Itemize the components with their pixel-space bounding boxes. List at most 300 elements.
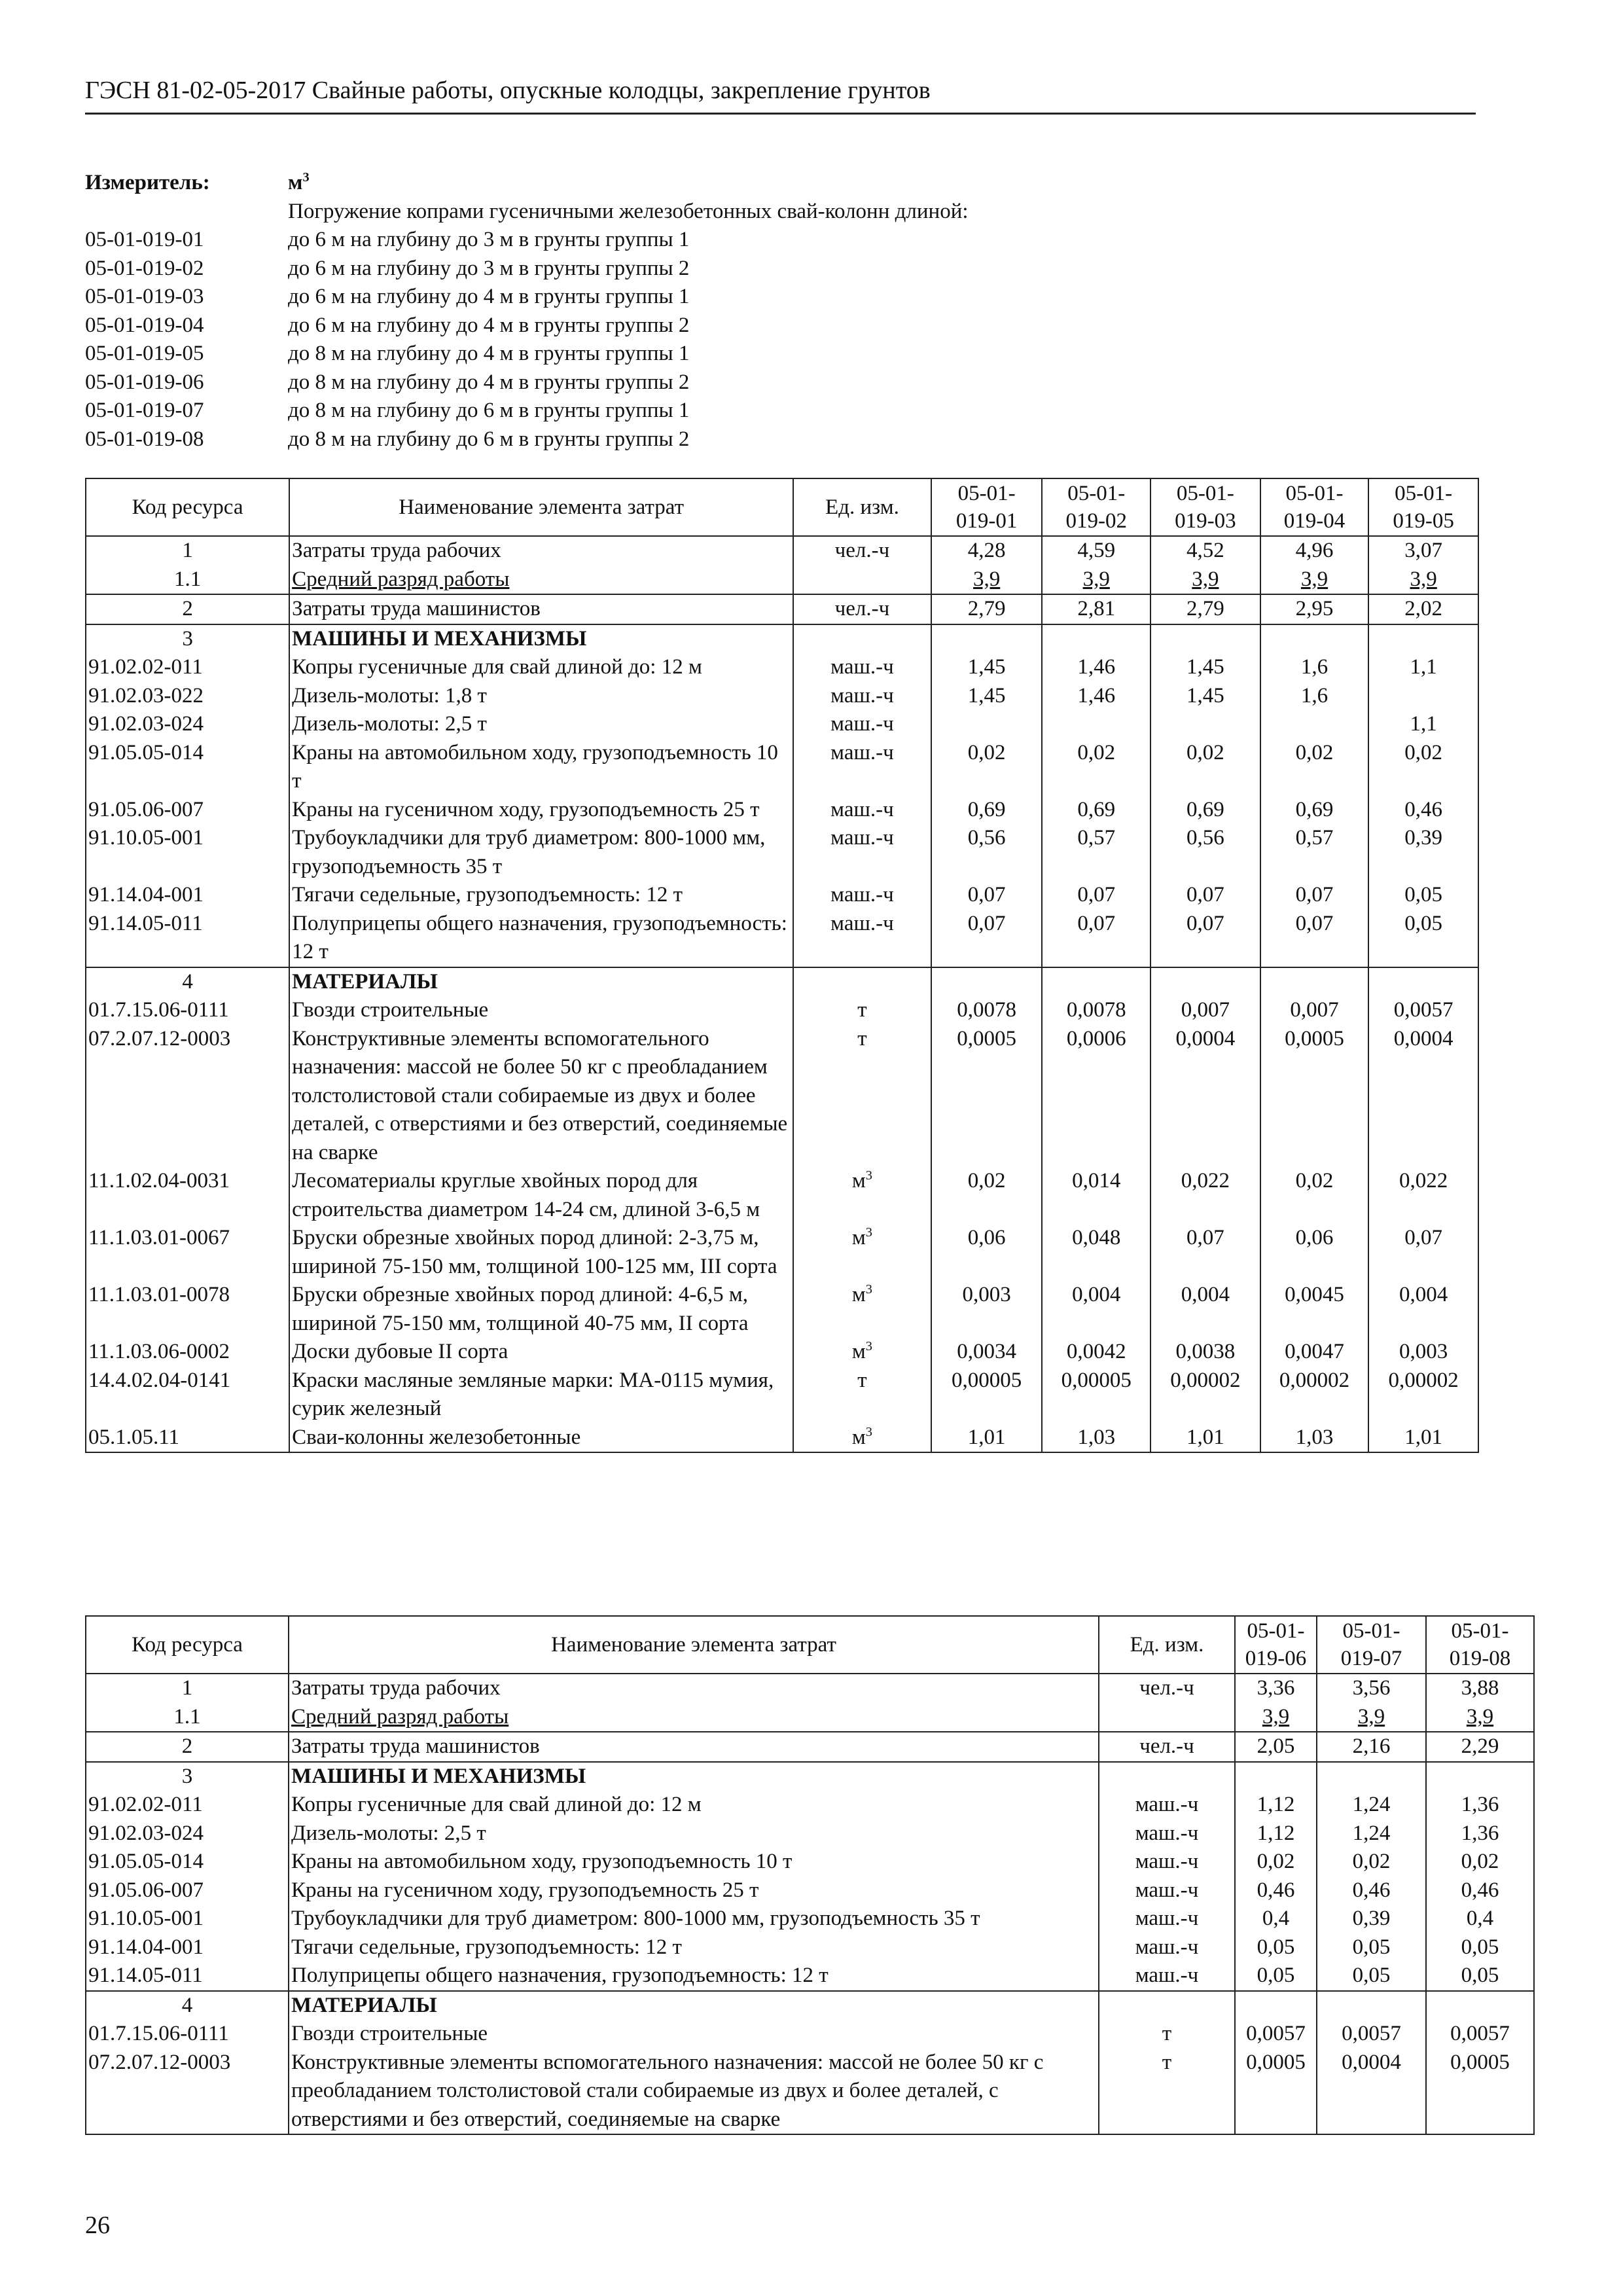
resource-value: 1,45 <box>931 653 1043 682</box>
resource-value: 0,0078 <box>931 996 1043 1025</box>
resource-value <box>1368 967 1478 997</box>
resource-value: 0,0005 <box>931 1025 1043 1168</box>
table-row <box>86 1025 1478 1168</box>
resource-value: 1,46 <box>1042 653 1150 682</box>
resource-value: 3,9 <box>1426 1703 1534 1732</box>
resource-code: 2 <box>86 1732 289 1762</box>
resource-value: 1,45 <box>1150 682 1260 711</box>
measure-item-text: до 8 м на глубину до 4 м в грунты группы 1 <box>288 342 690 365</box>
resource-code: 91.14.05-011 <box>86 910 289 967</box>
table-row <box>86 594 1478 624</box>
resource-unit <box>793 565 931 595</box>
resource-code: 05.1.05.11 <box>86 1424 289 1453</box>
resource-code: 91.10.05-001 <box>86 824 289 881</box>
resource-value: 0,46 <box>1426 1876 1534 1905</box>
resource-code: 91.05.05-014 <box>86 739 289 796</box>
table-row <box>86 710 1478 739</box>
measure-unit: $м^3$ <box>288 170 310 194</box>
resource-value: 0,07 <box>1042 910 1150 967</box>
resource-value: 0,02 <box>1042 739 1150 796</box>
table-row <box>86 1732 1534 1762</box>
resource-name: Средний разряд работы <box>289 1703 1099 1732</box>
table-row <box>86 1933 1534 1962</box>
resource-value <box>1235 1991 1317 2020</box>
resource-value: 0,0057 <box>1235 2020 1317 2049</box>
resource-unit: маш.-ч <box>1099 1820 1235 1848</box>
resource-value <box>1317 1762 1426 1791</box>
resource-value: 0,05 <box>1317 1962 1426 1991</box>
resource-unit: маш.-ч <box>793 682 931 711</box>
resource-code: 91.14.04-001 <box>86 1933 289 1962</box>
resource-value: 0,07 <box>1260 881 1369 910</box>
table-row <box>86 910 1478 967</box>
resource-value: 0,02 <box>931 739 1043 796</box>
resource-value <box>1260 710 1369 739</box>
resource-value: 0,0005 <box>1426 2049 1534 2135</box>
table-row <box>86 1703 1534 1732</box>
resource-unit: $м^3$ <box>793 1424 931 1453</box>
resource-unit: чел.-ч <box>793 594 931 624</box>
resource-value: 0,004 <box>1042 1281 1150 1338</box>
resource-value: 0,39 <box>1317 1905 1426 1933</box>
resource-unit: т <box>1099 2049 1235 2135</box>
resource-value <box>931 624 1043 654</box>
resource-value: 0,07 <box>1150 910 1260 967</box>
measure-item <box>85 425 1476 454</box>
resource-value: 0,004 <box>1150 1281 1260 1338</box>
header-col: 05-01- 019-06 <box>1235 1616 1317 1674</box>
table-row <box>86 967 1478 997</box>
resource-name: Затраты труда рабочих <box>289 536 793 565</box>
resource-code: 11.1.02.04-0031 <box>86 1167 289 1224</box>
resource-name: Краны на гусеничном ходу, грузоподъемность 25 т <box>289 796 793 825</box>
resource-value: 0,007 <box>1260 996 1369 1025</box>
resource-unit: маш.-ч <box>1099 1933 1235 1962</box>
resource-value: 1,6 <box>1260 653 1369 682</box>
resource-unit: маш.-ч <box>1099 1876 1235 1905</box>
resource-unit: маш.-ч <box>1099 1905 1235 1933</box>
resource-name: Копры гусеничные для свай длиной до: 12 м <box>289 1791 1099 1820</box>
table-header-row <box>86 1616 1534 1674</box>
resource-code: 1 <box>86 536 289 565</box>
resource-value: 1,01 <box>931 1424 1043 1453</box>
resource-code: 91.05.06-007 <box>86 1876 289 1905</box>
resource-unit: маш.-ч <box>793 710 931 739</box>
resource-name: Бруски обрезные хвойных пород длиной: 2-3,75 м, шириной 75-150 мм, толщиной 100-125 мм, III сорта <box>289 1224 793 1281</box>
resource-name: Краски масляные земляные марки: МА-0115 мумия, сурик железный <box>289 1367 793 1424</box>
table-row <box>86 1424 1478 1453</box>
resource-value: 0,0057 <box>1368 996 1478 1025</box>
resource-value: 4,52 <box>1150 536 1260 565</box>
table-row <box>86 1962 1534 1991</box>
resource-value <box>1042 710 1150 739</box>
resource-value: 0,00002 <box>1150 1367 1260 1424</box>
resource-value: 0,06 <box>931 1224 1043 1281</box>
measure-item-text: до 6 м на глубину до 4 м в грунты группы 2 <box>288 313 690 337</box>
resource-name: Дизель-молоты: 1,8 т <box>289 682 793 711</box>
table-body <box>86 536 1478 1452</box>
resource-name: Полуприцепы общего назначения, грузоподъемность: 12 т <box>289 1962 1099 1991</box>
resource-value: 3,9 <box>1317 1703 1426 1732</box>
measure-item-code: 05-01-019-08 <box>85 427 204 451</box>
resource-value: 1,1 <box>1368 710 1478 739</box>
resource-value: 1,45 <box>1150 653 1260 682</box>
resource-code: 91.02.03-024 <box>86 710 289 739</box>
table-body <box>86 1674 1534 2134</box>
table-row <box>86 1991 1534 2020</box>
resource-value: 2,79 <box>1150 594 1260 624</box>
resource-value: 0,4 <box>1426 1905 1534 1933</box>
resource-value: 3,9 <box>1260 565 1369 595</box>
page-number: 26 <box>85 2212 110 2239</box>
resource-value: 0,46 <box>1368 796 1478 825</box>
resource-name: Краны на автомобильном ходу, грузоподъемность 10 т <box>289 739 793 796</box>
resource-value: 0,57 <box>1260 824 1369 881</box>
resource-value: 0,02 <box>1368 739 1478 796</box>
resource-value: 0,00002 <box>1368 1367 1478 1424</box>
resource-value: 2,02 <box>1368 594 1478 624</box>
header-code: Код ресурса <box>86 1616 289 1674</box>
resource-value: 0,0005 <box>1235 2049 1317 2135</box>
header-col: 05-01- 019-04 <box>1260 478 1369 536</box>
resource-value <box>931 967 1043 997</box>
resource-unit: т <box>793 1367 931 1424</box>
resource-value: 0,56 <box>1150 824 1260 881</box>
measure-label: Измеритель: <box>85 171 210 194</box>
table-row <box>86 2049 1534 2135</box>
resource-value: 1,45 <box>931 682 1043 711</box>
resource-value: 1,24 <box>1317 1791 1426 1820</box>
header-col: 05-01- 019-03 <box>1150 478 1260 536</box>
resource-value: 0,07 <box>1042 881 1150 910</box>
table-header-row <box>86 478 1478 536</box>
table-row <box>86 1338 1478 1367</box>
resource-value: 2,29 <box>1426 1732 1534 1762</box>
resource-value: 0,39 <box>1368 824 1478 881</box>
resource-value: 0,02 <box>1260 739 1369 796</box>
resource-code: 11.1.03.06-0002 <box>86 1338 289 1367</box>
table-row <box>86 739 1478 796</box>
resource-name: Трубоукладчики для труб диаметром: 800-1000 мм, грузоподъемность 35 т <box>289 1905 1099 1933</box>
resource-value: 1,24 <box>1317 1820 1426 1848</box>
resource-value <box>1368 682 1478 711</box>
resource-code: 1 <box>86 1674 289 1703</box>
resource-name: Тягачи седельные, грузоподъемность: 12 т <box>289 881 793 910</box>
resource-name: Средний разряд работы <box>289 565 793 595</box>
resource-value: 1,01 <box>1150 1424 1260 1453</box>
resource-name: Затраты труда машинистов <box>289 594 793 624</box>
resource-value: 0,05 <box>1426 1933 1534 1962</box>
resource-unit: маш.-ч <box>793 653 931 682</box>
resource-code: 01.7.15.06-0111 <box>86 996 289 1025</box>
resource-code: 3 <box>86 624 289 654</box>
resource-value: 0,07 <box>1260 910 1369 967</box>
header-name: Наименование элемента затрат <box>289 1616 1099 1674</box>
resource-value: 3,9 <box>1150 565 1260 595</box>
measure-item-code: 05-01-019-05 <box>85 342 204 365</box>
resource-unit <box>793 624 931 654</box>
resource-value <box>1150 710 1260 739</box>
table-row <box>86 1281 1478 1338</box>
table-row <box>86 1791 1534 1820</box>
measure-item <box>85 226 1476 255</box>
resource-value: 1,46 <box>1042 682 1150 711</box>
resource-code: 91.05.06-007 <box>86 796 289 825</box>
measure-item-text: до 8 м на глубину до 6 м в грунты группы 2 <box>288 427 690 451</box>
resource-value <box>1426 1991 1534 2020</box>
resource-code: 91.14.04-001 <box>86 881 289 910</box>
resource-value: 2,05 <box>1235 1732 1317 1762</box>
table-row <box>86 1367 1478 1424</box>
measure-item <box>85 255 1476 283</box>
table-row <box>86 1848 1534 1876</box>
resource-value: 0,022 <box>1150 1167 1260 1224</box>
resource-code: 11.1.03.01-0067 <box>86 1224 289 1281</box>
table-row <box>86 1674 1534 1703</box>
resource-value: 0,0045 <box>1260 1281 1369 1338</box>
header-col: 05-01- 019-02 <box>1042 478 1150 536</box>
resource-value <box>1260 624 1369 654</box>
resource-value: 0,02 <box>931 1167 1043 1224</box>
resource-table-1 <box>85 478 1479 1453</box>
resource-value: 0,0057 <box>1317 2020 1426 2049</box>
resource-code: 4 <box>86 1991 289 2020</box>
resource-name: Затраты труда машинистов <box>289 1732 1099 1762</box>
resource-unit: $м^3$ <box>793 1338 931 1367</box>
resource-value: 3,56 <box>1317 1674 1426 1703</box>
measure-caption: Погружение копрами гусеничными железобетонных свай-колонн длиной: <box>288 199 969 223</box>
resource-unit: $м^3$ <box>793 1167 931 1224</box>
resource-code: 2 <box>86 594 289 624</box>
resource-value: 0,69 <box>1260 796 1369 825</box>
resource-value: 3,9 <box>931 565 1043 595</box>
resource-value: 0,02 <box>1260 1167 1369 1224</box>
resource-code: 91.02.03-024 <box>86 1820 289 1848</box>
resource-value <box>1042 967 1150 997</box>
measure-item-text: до 6 м на глубину до 4 м в грунты группы 1 <box>288 285 690 308</box>
resource-code: 91.05.05-014 <box>86 1848 289 1876</box>
resource-unit: маш.-ч <box>793 739 931 796</box>
resource-value: 1,03 <box>1042 1424 1150 1453</box>
resource-value: 0,07 <box>931 881 1043 910</box>
measure-item-text: до 8 м на глубину до 6 м в грунты группы 1 <box>288 399 690 422</box>
measure-item <box>85 312 1476 340</box>
resource-name: Трубоукладчики для труб диаметром: 800-1000 мм, грузоподъемность 35 т <box>289 824 793 881</box>
resource-name: Дизель-молоты: 2,5 т <box>289 710 793 739</box>
resource-value: 0,02 <box>1235 1848 1317 1876</box>
table-row <box>86 1167 1478 1224</box>
resource-value <box>1368 624 1478 654</box>
resource-name: Тягачи седельные, грузоподъемность: 12 т <box>289 1933 1099 1962</box>
resource-value: 1,36 <box>1426 1791 1534 1820</box>
resource-unit: маш.-ч <box>1099 1791 1235 1820</box>
resource-value: 2,16 <box>1317 1732 1426 1762</box>
resource-unit: $м^3$ <box>793 1224 931 1281</box>
measure-item-text: до 8 м на глубину до 4 м в грунты группы 2 <box>288 370 690 394</box>
resource-code: 11.1.03.01-0078 <box>86 1281 289 1338</box>
measure-item <box>85 368 1476 397</box>
page-header <box>85 76 1476 115</box>
resource-value: 0,022 <box>1368 1167 1478 1224</box>
resource-unit: маш.-ч <box>793 796 931 825</box>
resource-unit: маш.-ч <box>1099 1962 1235 1991</box>
resource-name: МАШИНЫ И МЕХАНИЗМЫ <box>289 624 793 654</box>
resource-value <box>1260 967 1369 997</box>
resource-code: 07.2.07.12-0003 <box>86 1025 289 1168</box>
measure-item <box>85 283 1476 312</box>
resource-name: Гвозди строительные <box>289 2020 1099 2049</box>
resource-value: 0,46 <box>1317 1876 1426 1905</box>
measure-item <box>85 397 1476 425</box>
table-row <box>86 881 1478 910</box>
resource-unit: чел.-ч <box>1099 1674 1235 1703</box>
measure-item-code: 05-01-019-07 <box>85 399 204 422</box>
resource-value: 0,05 <box>1317 1933 1426 1962</box>
resource-value: 0,0005 <box>1260 1025 1369 1168</box>
resource-value: 0,004 <box>1368 1281 1478 1338</box>
resource-code: 91.10.05-001 <box>86 1905 289 1933</box>
resource-value: 2,95 <box>1260 594 1369 624</box>
resource-value: 3,9 <box>1235 1703 1317 1732</box>
resource-unit: чел.-ч <box>793 536 931 565</box>
resource-name: Конструктивные элементы вспомогательного назначения: массой не более 50 кг с преобладанием толстолистовой стали собираемые из двух и более деталей, с отверстиями и без отверстий, соединяемые на сварке <box>289 2049 1099 2135</box>
measure-label-row <box>85 169 1476 198</box>
resource-name: МАТЕРИАЛЫ <box>289 967 793 997</box>
resource-value: 4,96 <box>1260 536 1369 565</box>
resource-name: Доски дубовые II сорта <box>289 1338 793 1367</box>
resource-value: 0,0038 <box>1150 1338 1260 1367</box>
resource-value: 1,1 <box>1368 653 1478 682</box>
resource-value: 1,36 <box>1426 1820 1534 1848</box>
table-row <box>86 653 1478 682</box>
resource-value: 0,05 <box>1368 910 1478 967</box>
resource-value <box>1042 624 1150 654</box>
resource-value: 0,46 <box>1235 1876 1317 1905</box>
resource-code: 91.02.02-011 <box>86 653 289 682</box>
resource-name: Гвозди строительные <box>289 996 793 1025</box>
resource-value: 0,57 <box>1042 824 1150 881</box>
measure-item-code: 05-01-019-04 <box>85 313 204 337</box>
header-col: 05-01- 019-07 <box>1317 1616 1426 1674</box>
resource-value: 1,01 <box>1368 1424 1478 1453</box>
resource-name: Дизель-молоты: 2,5 т <box>289 1820 1099 1848</box>
resource-unit: $м^3$ <box>793 1281 931 1338</box>
table-row <box>86 565 1478 595</box>
table-row <box>86 2020 1534 2049</box>
table-row <box>86 1820 1534 1848</box>
resource-value: 0,07 <box>931 910 1043 967</box>
resource-name: МАШИНЫ И МЕХАНИЗМЫ <box>289 1762 1099 1791</box>
table-row <box>86 624 1478 654</box>
measure-item-code: 05-01-019-01 <box>85 228 204 251</box>
resource-table-2 <box>85 1615 1535 2135</box>
measure-block <box>85 169 1476 454</box>
resource-value: 0,05 <box>1426 1962 1534 1991</box>
resource-value: 4,59 <box>1042 536 1150 565</box>
resource-value: 0,05 <box>1368 881 1478 910</box>
table-row <box>86 996 1478 1025</box>
resource-value: 0,07 <box>1150 881 1260 910</box>
measure-item-code: 05-01-019-03 <box>85 285 204 308</box>
resource-value: 4,28 <box>931 536 1043 565</box>
measure-items <box>85 226 1476 454</box>
resource-code: 3 <box>86 1762 289 1791</box>
resource-value: 2,79 <box>931 594 1043 624</box>
resource-value: 0,0006 <box>1042 1025 1150 1168</box>
table-row <box>86 1762 1534 1791</box>
resource-unit: чел.-ч <box>1099 1732 1235 1762</box>
resource-value: 0,69 <box>1042 796 1150 825</box>
resource-value: 3,36 <box>1235 1674 1317 1703</box>
resource-value: 0,69 <box>931 796 1043 825</box>
resource-value: 0,02 <box>1317 1848 1426 1876</box>
header-unit: Ед. изм. <box>1099 1616 1235 1674</box>
resource-value: 0,0004 <box>1317 2049 1426 2135</box>
resource-name: Лесоматериалы круглые хвойных пород для строительства диаметром 14-24 см, длиной 3-6,5 м <box>289 1167 793 1224</box>
resource-unit: т <box>1099 2020 1235 2049</box>
resource-unit <box>1099 1703 1235 1732</box>
header-name: Наименование элемента затрат <box>289 478 793 536</box>
resource-unit: маш.-ч <box>793 824 931 881</box>
resource-value: 0,014 <box>1042 1167 1150 1224</box>
resource-value: 3,07 <box>1368 536 1478 565</box>
resource-unit: маш.-ч <box>793 910 931 967</box>
resource-value: 2,81 <box>1042 594 1150 624</box>
resource-unit <box>1099 1991 1235 2020</box>
measure-item-text: до 6 м на глубину до 3 м в грунты группы 2 <box>288 256 690 280</box>
resource-name: Сваи-колонны железобетонные <box>289 1424 793 1453</box>
header-col: 05-01- 019-08 <box>1426 1616 1534 1674</box>
resource-value: 0,003 <box>931 1281 1043 1338</box>
resource-value: 3,9 <box>1042 565 1150 595</box>
resource-name: Копры гусеничные для свай длиной до: 12 м <box>289 653 793 682</box>
resource-value: 0,0004 <box>1150 1025 1260 1168</box>
resource-value <box>1235 1762 1317 1791</box>
resource-unit: т <box>793 1025 931 1168</box>
resource-name: Полуприцепы общего назначения, грузоподъемность: 12 т <box>289 910 793 967</box>
resource-value <box>1150 967 1260 997</box>
header-code: Код ресурса <box>86 478 289 536</box>
resource-code: 1.1 <box>86 565 289 595</box>
resource-name: Краны на автомобильном ходу, грузоподъемность 10 т <box>289 1848 1099 1876</box>
resource-unit: маш.-ч <box>793 881 931 910</box>
resource-value <box>1426 1762 1534 1791</box>
resource-value: 0,4 <box>1235 1905 1317 1933</box>
resource-unit <box>1099 1762 1235 1791</box>
resource-unit: маш.-ч <box>1099 1848 1235 1876</box>
resource-value: 0,00002 <box>1260 1367 1369 1424</box>
header-unit: Ед. изм. <box>793 478 931 536</box>
document-title: ГЭСН 81-02-05-2017 Свайные работы, опускные колодцы, закрепление грунтов <box>85 77 931 104</box>
resource-code: 07.2.07.12-0003 <box>86 2049 289 2135</box>
resource-name: Затраты труда рабочих <box>289 1674 1099 1703</box>
resource-value: 0,048 <box>1042 1224 1150 1281</box>
measure-item-code: 05-01-019-02 <box>85 256 204 280</box>
measure-item-code: 05-01-019-06 <box>85 370 204 394</box>
resource-value: 0,003 <box>1368 1338 1478 1367</box>
resource-value: 0,69 <box>1150 796 1260 825</box>
resource-value: 1,12 <box>1235 1791 1317 1820</box>
resource-value <box>931 710 1043 739</box>
measure-item-text: до 6 м на глубину до 3 м в грунты группы 1 <box>288 228 690 251</box>
resource-code: 91.02.03-022 <box>86 682 289 711</box>
resource-code: 91.14.05-011 <box>86 1962 289 1991</box>
resource-value: 0,07 <box>1150 1224 1260 1281</box>
resource-name: Конструктивные элементы вспомогательного назначения: массой не более 50 кг с преобладанием толстолистовой стали собираемые из двух и более деталей, с отверстиями и без отверстий, соединяемые на сварке <box>289 1025 793 1168</box>
resource-value: 1,03 <box>1260 1424 1369 1453</box>
resource-value: 0,07 <box>1368 1224 1478 1281</box>
resource-name: Бруски обрезные хвойных пород длиной: 4-6,5 м, шириной 75-150 мм, толщиной 40-75 мм, II сорта <box>289 1281 793 1338</box>
